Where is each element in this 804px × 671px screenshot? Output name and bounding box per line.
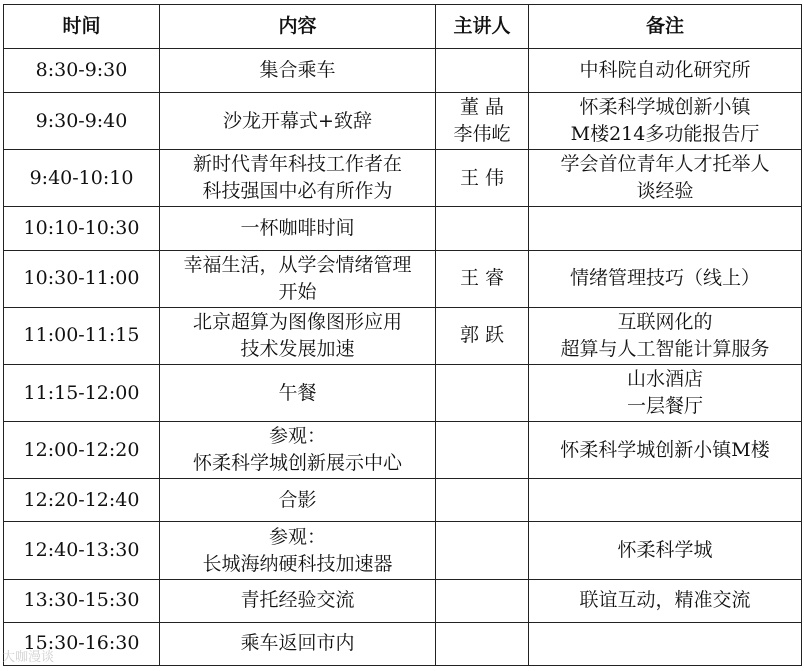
speaker-line: 董 晶: [459, 96, 505, 119]
table-row: [4, 307, 802, 364]
table-row: [4, 150, 802, 207]
content-line: 午餐: [278, 381, 317, 404]
note-line: 怀柔科学城创新小镇M楼: [560, 438, 770, 461]
content-cell: [160, 422, 436, 479]
time-cell: 15:30-16:30: [4, 622, 160, 665]
time-cell: 12:20-12:40: [4, 479, 160, 522]
note-line: 怀柔科学城: [617, 539, 713, 561]
content-line: 参观：: [268, 425, 326, 448]
content-cell: [160, 150, 436, 207]
time-cell: 11:15-12:00: [4, 364, 160, 421]
speaker-cell: [436, 207, 529, 250]
content-cell: [160, 93, 436, 150]
time-cell: 12:00-12:20: [4, 422, 160, 479]
note-line: 超算与人工智能计算服务: [560, 337, 770, 360]
content-cell: [160, 49, 436, 93]
header-speaker: 主讲人: [436, 5, 529, 49]
note-line: 互联网化的: [617, 310, 713, 333]
speaker-cell: [436, 307, 529, 364]
content-cell: [160, 364, 436, 421]
content-line: 乘车返回市内: [240, 632, 355, 655]
time-cell: 11:00-11:15: [4, 307, 160, 364]
content-line: 新时代青年科技工作者在: [192, 153, 402, 176]
note-cell: [529, 207, 802, 250]
speaker-cell: [436, 479, 529, 522]
note-cell: [529, 150, 802, 207]
content-cell: [160, 622, 436, 665]
speaker-cell: [436, 49, 529, 93]
table-row: [4, 622, 802, 665]
note-line: 情绪管理技巧（线上）: [569, 267, 760, 290]
schedule-body: [4, 49, 802, 666]
content-line: 科技强国中必有所作为: [202, 180, 393, 203]
content-line: 技术发展加速: [240, 337, 355, 360]
speaker-line: 郭 跃: [459, 324, 505, 347]
table-row: [4, 93, 802, 150]
note-line: 一层餐厅: [626, 395, 703, 418]
header-time: 时间: [4, 5, 160, 49]
speaker-cell: [436, 422, 529, 479]
speaker-line: 王 伟: [459, 166, 505, 189]
note-cell: [529, 93, 802, 150]
time-cell: 13:30-15:30: [4, 579, 160, 622]
content-cell: [160, 307, 436, 364]
note-line: 联谊互动，精准交流: [579, 589, 751, 612]
speaker-cell: [436, 364, 529, 421]
speaker-cell: [436, 150, 529, 207]
speaker-cell: [436, 522, 529, 579]
time-cell: 8:30-9:30: [4, 49, 160, 93]
speaker-line: 李伟屹: [453, 123, 511, 146]
table-row: [4, 522, 802, 579]
content-line: 北京超算为图像图形应用: [192, 310, 402, 333]
speaker-cell: [436, 250, 529, 307]
table-row: [4, 422, 802, 479]
content-line: 一杯咖啡时间: [240, 217, 355, 240]
note-cell: [529, 250, 802, 307]
speaker-line: 王 睿: [459, 267, 505, 290]
content-line: 开始: [278, 280, 317, 303]
note-line: 中科院自动化研究所: [579, 59, 751, 82]
time-cell: 10:30-11:00: [4, 250, 160, 307]
note-line: 怀柔科学城创新小镇: [579, 96, 751, 119]
table-row: [4, 250, 802, 307]
content-cell: [160, 250, 436, 307]
content-line: 长城海纳硬科技加速器: [202, 552, 393, 575]
note-line: 山水酒店: [626, 368, 703, 391]
header-content: 内容: [160, 5, 436, 49]
speaker-cell: [436, 579, 529, 622]
header-row: [4, 5, 802, 49]
content-cell: [160, 522, 436, 579]
content-line: 参观：: [268, 525, 326, 548]
content-cell: [160, 579, 436, 622]
note-cell: [529, 422, 802, 479]
schedule-table: [3, 4, 802, 666]
content-line: 青托经验交流: [240, 589, 355, 612]
table-row: [4, 579, 802, 622]
time-cell: 9:40-10:10: [4, 150, 160, 207]
content-cell: [160, 479, 436, 522]
table-row: [4, 207, 802, 250]
time-cell: 12:40-13:30: [4, 522, 160, 579]
speaker-cell: [436, 93, 529, 150]
table-row: [4, 479, 802, 522]
content-cell: [160, 207, 436, 250]
table-row: [4, 49, 802, 93]
time-cell: 9:30-9:40: [4, 93, 160, 150]
content-line: 沙龙开幕式+致辞: [223, 109, 372, 132]
note-line: M楼214多功能报告厅: [570, 123, 760, 146]
header-note: 备注: [529, 5, 802, 49]
time-cell: 10:10-10:30: [4, 207, 160, 250]
watermark-logo: 大咖漫谈: [2, 650, 55, 665]
note-line: 谈经验: [636, 180, 694, 203]
note-cell: [529, 522, 802, 579]
note-cell: [529, 307, 802, 364]
content-line: 怀柔科学城创新展示中心: [192, 452, 402, 475]
content-line: 幸福生活，从学会情绪管理: [183, 253, 412, 276]
note-cell: [529, 579, 802, 622]
note-cell: [529, 49, 802, 93]
note-line: 学会首位青年人才托举人: [560, 153, 770, 176]
content-line: 集合乘车: [259, 59, 336, 82]
note-cell: [529, 622, 802, 665]
note-cell: [529, 479, 802, 522]
content-line: 合影: [278, 488, 317, 511]
speaker-cell: [436, 622, 529, 665]
table-row: [4, 364, 802, 421]
note-cell: [529, 364, 802, 421]
